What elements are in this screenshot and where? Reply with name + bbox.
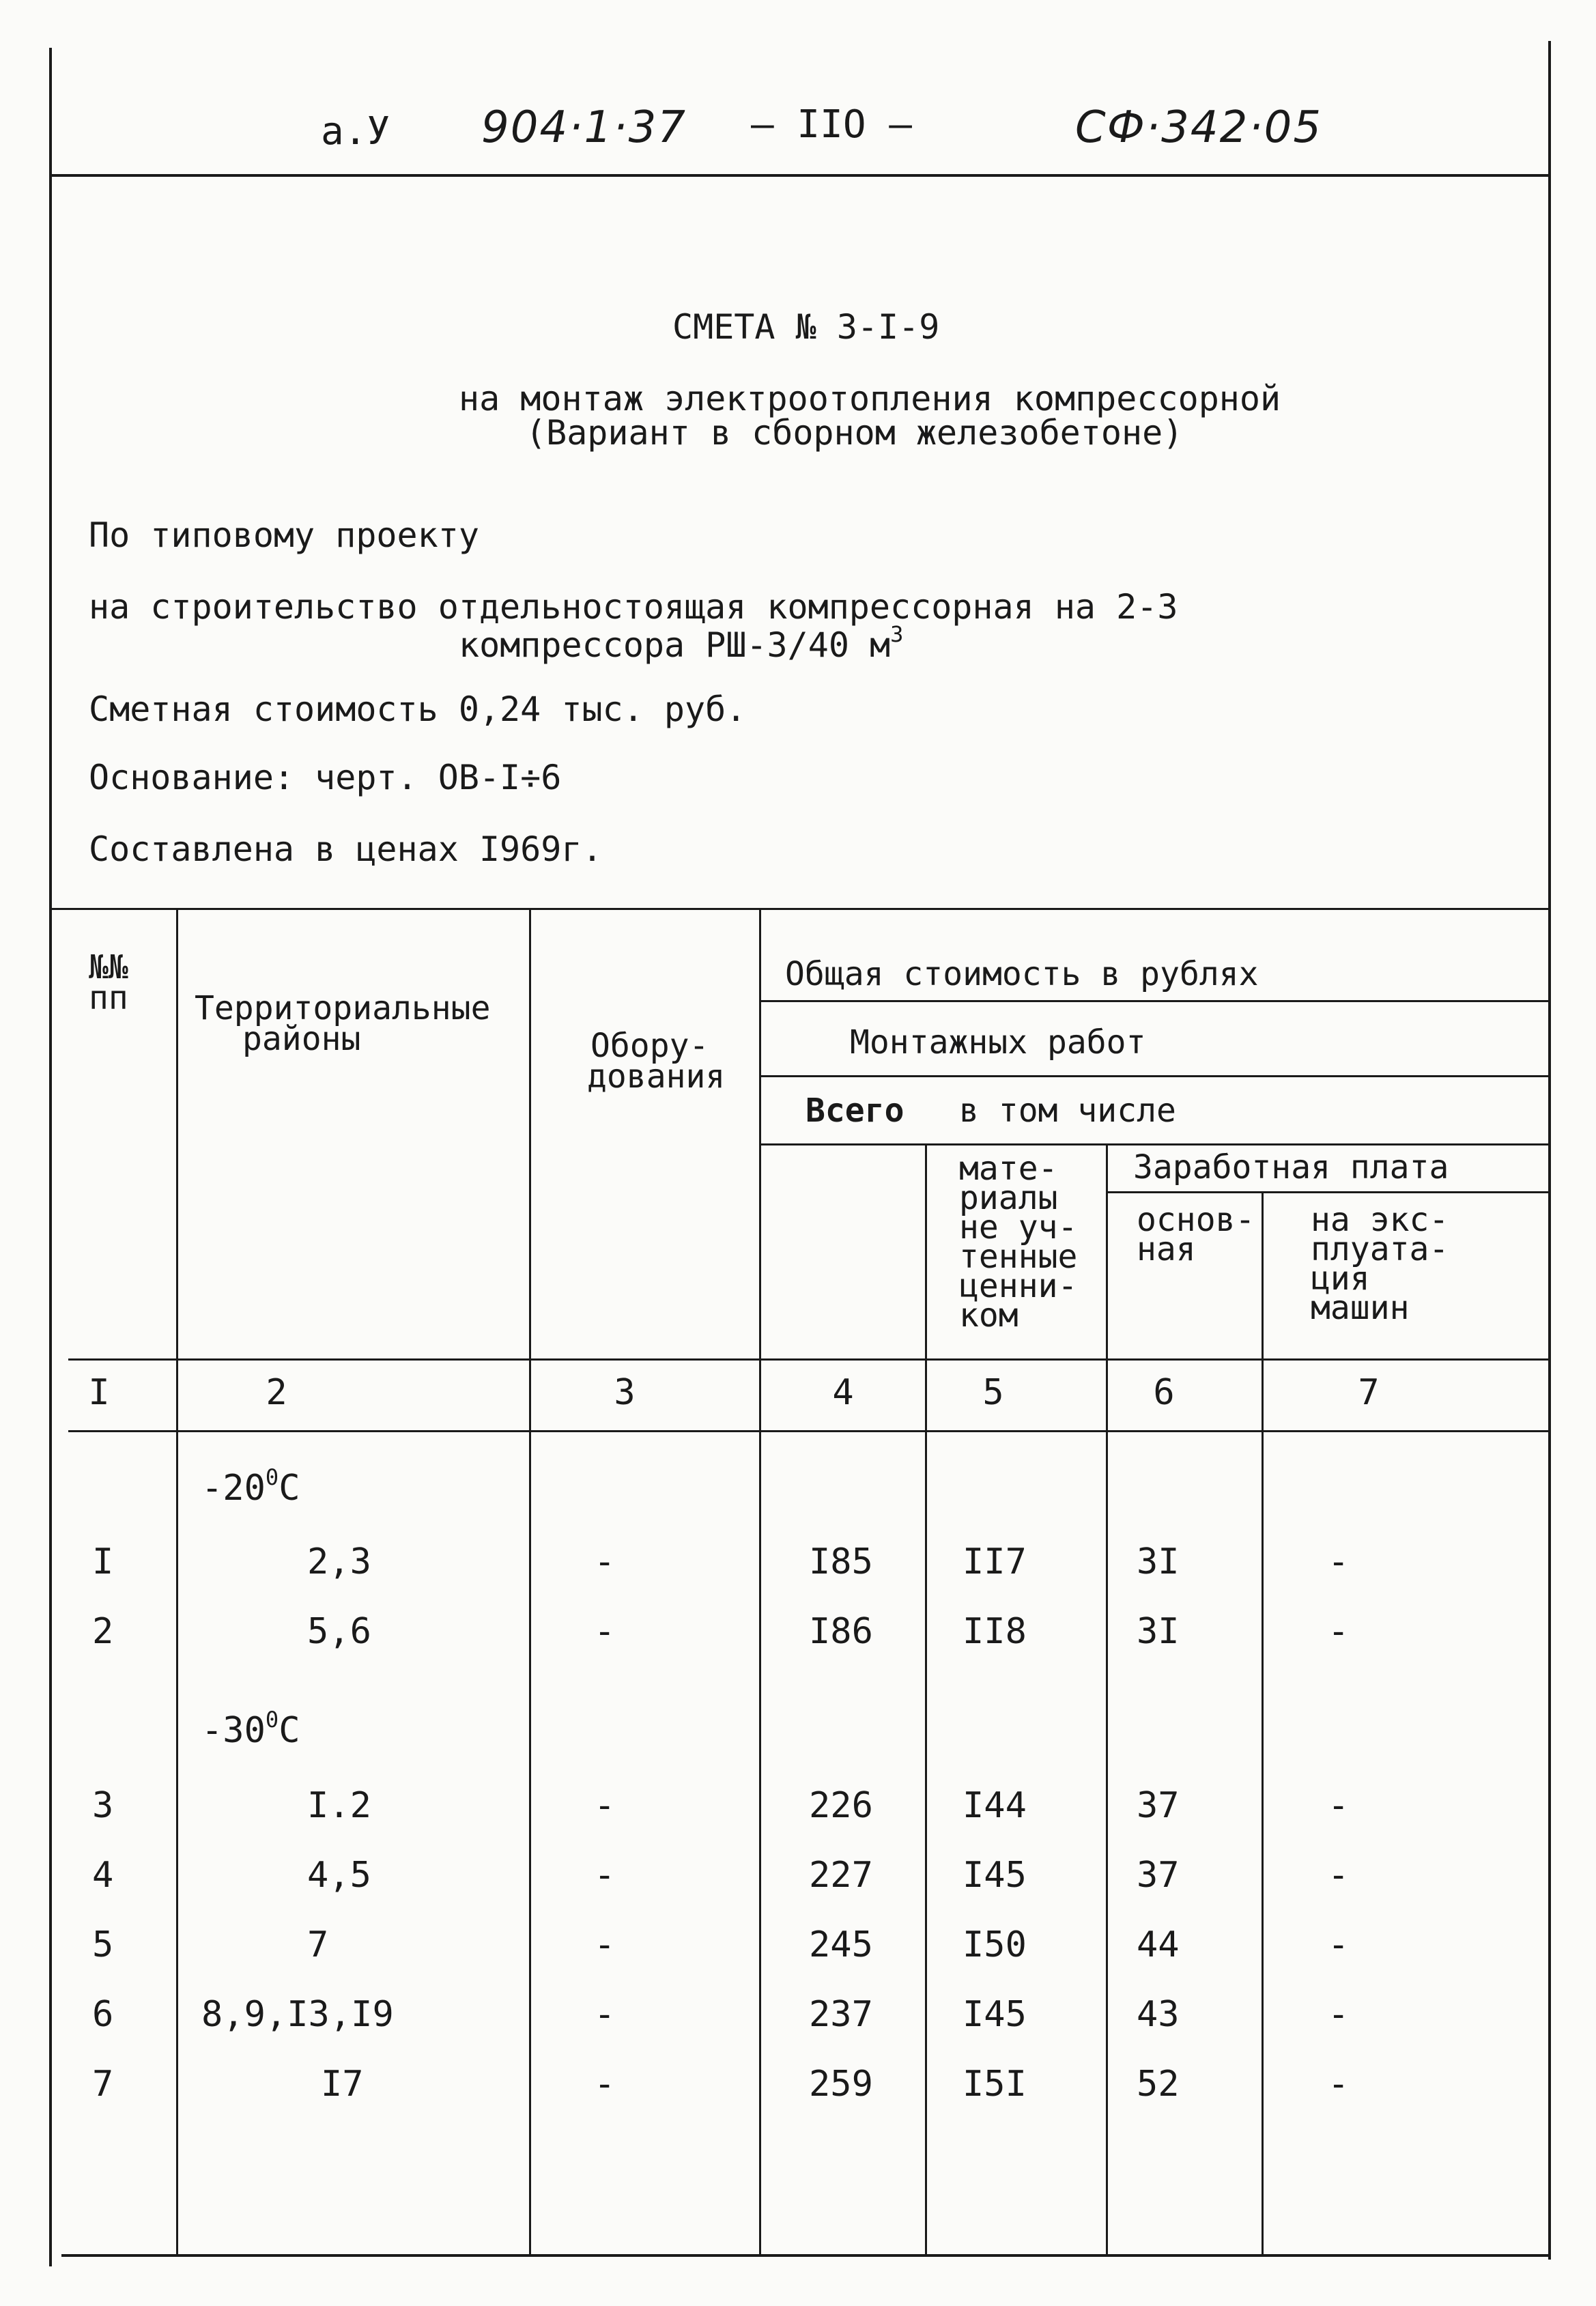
- row-equipment: -: [594, 1994, 616, 2035]
- header-mat-5: ценни-: [959, 1267, 1078, 1305]
- col-sep-1: [176, 908, 178, 2254]
- col-number-3: 3: [614, 1372, 636, 1413]
- project-code: 904·1·37: [481, 102, 687, 153]
- row-equipment: -: [594, 1785, 616, 1826]
- header-mat-1: мате-: [959, 1150, 1058, 1188]
- header-rule: [51, 174, 1550, 177]
- row-wage-machines: -: [1328, 1541, 1350, 1582]
- header-region-1: Территориальные: [195, 989, 491, 1027]
- header-prefix: а.У: [321, 109, 390, 154]
- doc-code: СФ·342·05: [1075, 102, 1323, 153]
- header-bottom-rule: [68, 1358, 1550, 1361]
- construction-line-2: компрессора РШ-3/40 $м^3$: [459, 621, 904, 665]
- row-region: 7: [307, 1924, 329, 1965]
- price-year: Составлена в ценах I969г.: [89, 829, 603, 869]
- row-wage-machines: -: [1328, 1785, 1350, 1826]
- header-wage: Заработная плата: [1133, 1148, 1449, 1186]
- row-total: I85: [809, 1541, 873, 1582]
- row-wage-base: 37: [1137, 1855, 1180, 1896]
- row-number: 7: [92, 2064, 114, 2105]
- row-materials: II7: [963, 1541, 1027, 1582]
- page-number: – IIO –: [751, 102, 913, 147]
- row-total: 227: [809, 1855, 873, 1896]
- smeta-title: СМЕТА № 3-I-9: [672, 307, 940, 347]
- estimated-cost: Сметная стоимость 0,24 тыс. руб.: [89, 689, 747, 729]
- col-number-1: I: [88, 1372, 110, 1413]
- row-wage-base: 52: [1137, 2064, 1180, 2105]
- row-wage-base: 37: [1137, 1785, 1180, 1826]
- row-wage-machines: -: [1328, 1855, 1350, 1896]
- header-num-2: пп: [89, 979, 128, 1017]
- row-total: 226: [809, 1785, 873, 1826]
- table-top-rule: [51, 908, 1550, 910]
- header-total-cost: Общая стоимость в рублях: [785, 955, 1259, 993]
- row-region: 2,3: [307, 1541, 371, 1582]
- col-number-7: 7: [1358, 1372, 1380, 1413]
- col-number-5: 5: [982, 1372, 1004, 1413]
- col-sep-4: [925, 1143, 927, 2254]
- header-base-1: основ-: [1137, 1201, 1255, 1239]
- header-region-2: районы: [242, 1020, 361, 1058]
- row-wage-base: 3I: [1137, 1611, 1180, 1652]
- row-number: I: [92, 1541, 114, 1582]
- row-equipment: -: [594, 1541, 616, 1582]
- col-number-4: 4: [832, 1372, 854, 1413]
- smeta-subtitle-1: на монтаж электроотопления компрессорной: [459, 379, 1281, 418]
- row-sep-wage: [1106, 1191, 1550, 1193]
- basis: Основание: черт. ОВ-I÷6: [89, 758, 562, 797]
- frame-left: [49, 48, 52, 2266]
- group-temp-minus20: $-20^0С$: [201, 1464, 300, 1509]
- smeta-subtitle-2: (Вариант в сборном железобетоне): [526, 413, 1184, 453]
- row-number: 3: [92, 1785, 114, 1826]
- frame-right: [1548, 41, 1551, 2260]
- header-mat-4: тенные: [959, 1238, 1078, 1276]
- row-wage-machines: -: [1328, 2064, 1350, 2105]
- row-sep-montage: [759, 1075, 1550, 1077]
- row-total: I86: [809, 1611, 873, 1652]
- construction-line-1: на строительство отдельностоящая компрессорная на 2-3: [89, 587, 1178, 627]
- header-exp-2: плуата-: [1311, 1230, 1449, 1268]
- header-in-that: в том числе: [959, 1092, 1176, 1130]
- row-wage-machines: -: [1328, 1924, 1350, 1965]
- col-numbers-rule: [68, 1430, 1550, 1432]
- row-number: 2: [92, 1611, 114, 1652]
- row-wage-base: 3I: [1137, 1541, 1180, 1582]
- header-equip-2: дования: [587, 1057, 726, 1096]
- header-mat-3: не уч-: [959, 1208, 1078, 1247]
- row-sep-vsego: [759, 1143, 1550, 1145]
- col-sep-3: [759, 908, 761, 2254]
- header-num-1: №№: [89, 948, 128, 986]
- row-region: 4,5: [307, 1855, 371, 1896]
- row-region: 5,6: [307, 1611, 371, 1652]
- header-montage: Монтажных работ: [850, 1023, 1146, 1062]
- row-number: 5: [92, 1924, 114, 1965]
- col-number-6: 6: [1153, 1372, 1175, 1413]
- header-equip-1: Обору-: [590, 1027, 709, 1065]
- row-number: 4: [92, 1855, 114, 1896]
- row-materials: I45: [963, 1994, 1027, 2035]
- row-equipment: -: [594, 1924, 616, 1965]
- col-sep-6: [1262, 1191, 1264, 2254]
- row-region: I7: [321, 2064, 364, 2105]
- row-wage-machines: -: [1328, 1994, 1350, 2035]
- header-exp-3: ция: [1311, 1259, 1370, 1298]
- row-wage-base: 43: [1137, 1994, 1180, 2035]
- row-region: 8,9,I3,I9: [201, 1994, 394, 2035]
- row-materials: I45: [963, 1855, 1027, 1896]
- header-exp-1: на экс-: [1311, 1201, 1449, 1239]
- header-mat-6: ком: [959, 1296, 1018, 1335]
- row-sep-total: [759, 1000, 1550, 1002]
- row-equipment: -: [594, 2064, 616, 2105]
- group-temp-minus30: $-30^0С$: [201, 1707, 300, 1751]
- header-base-2: ная: [1137, 1230, 1196, 1268]
- project-label: По типовому проекту: [89, 515, 479, 555]
- row-equipment: -: [594, 1611, 616, 1652]
- row-wage-base: 44: [1137, 1924, 1180, 1965]
- row-materials: II8: [963, 1611, 1027, 1652]
- row-total: 245: [809, 1924, 873, 1965]
- row-materials: I44: [963, 1785, 1027, 1826]
- header-mat-2: риалы: [959, 1179, 1058, 1217]
- col-sep-2: [529, 908, 531, 2254]
- row-materials: I50: [963, 1924, 1027, 1965]
- row-number: 6: [92, 1994, 114, 2035]
- row-wage-machines: -: [1328, 1611, 1350, 1652]
- row-total: 237: [809, 1994, 873, 2035]
- header-vsego: Всего: [806, 1092, 904, 1130]
- row-total: 259: [809, 2064, 873, 2105]
- col-number-2: 2: [266, 1372, 287, 1413]
- row-region: I.2: [307, 1785, 371, 1826]
- row-equipment: -: [594, 1855, 616, 1896]
- col-sep-5: [1106, 1143, 1108, 2254]
- header-exp-4: машин: [1311, 1289, 1410, 1327]
- frame-bottom: [61, 2254, 1550, 2257]
- row-materials: I5I: [963, 2064, 1027, 2105]
